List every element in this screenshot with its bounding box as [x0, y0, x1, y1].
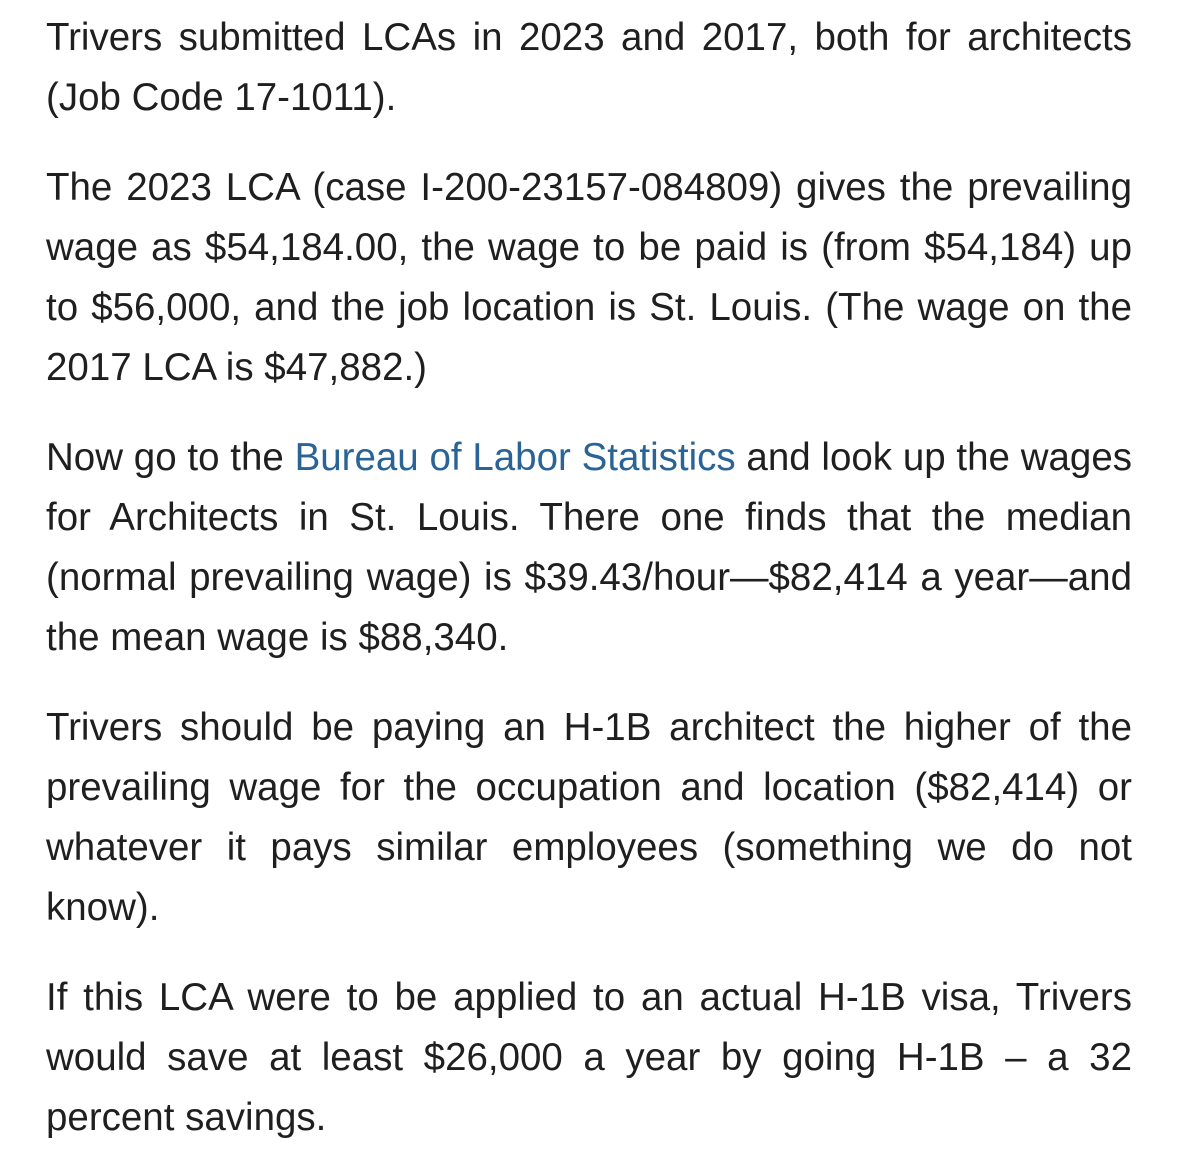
- paragraph-2023-lca-details: The 2023 LCA (case I-200-23157-084809) gives the prevailing wage as $54,184.00, the wage to be paid is (from $54,184) up to $56,000, and the job location is St. Louis. (The wage on the 2017 LCA is $47,882.): [46, 166, 1132, 389]
- paragraph-required-wage: Trivers should be paying an H-1B architect the higher of the prevailing wage for the occupation and location ($82,414) or whatever it pays similar employees (something we do not know).: [46, 706, 1132, 929]
- paragraph-lca-submissions: Trivers submitted LCAs in 2023 and 2017, both for architects (Job Code 17-1011).: [46, 16, 1132, 119]
- bls-text-before-link: Now go to the: [46, 436, 295, 479]
- bls-link[interactable]: Bureau of Labor Statistics: [294, 436, 736, 479]
- bls-text-after-link: and look up the wages for Architects in St. Louis. There one finds that the median (normal prevailing wage) is $39.43/hour—$82,414 a year—and the mean wage is $88,340.: [46, 436, 1132, 659]
- paragraph-savings: If this LCA were to be applied to an actual H-1B visa, Trivers would save at least $26,000 a year by going H-1B – a 32 percent savings.: [46, 976, 1132, 1139]
- article-body: [46, 8, 1132, 1148]
- paragraph-bls-lookup: [46, 428, 1132, 668]
